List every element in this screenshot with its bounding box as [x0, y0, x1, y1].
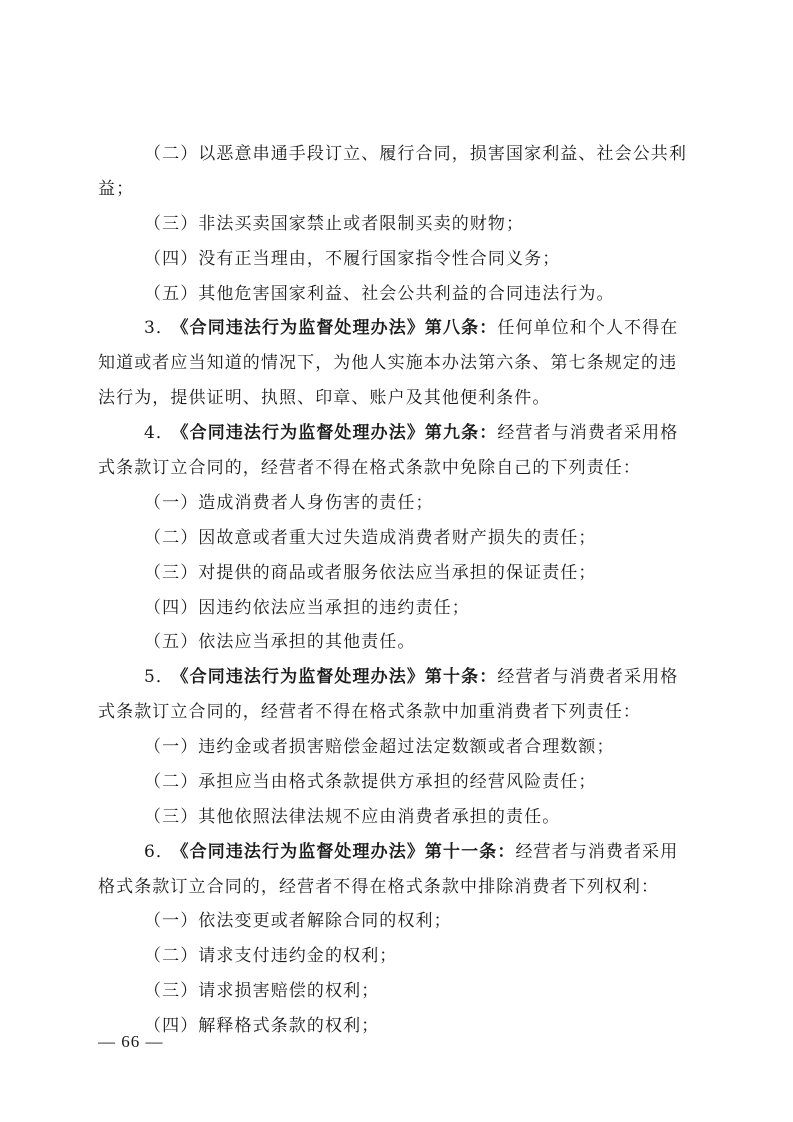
- body-line: （三）非法买卖国家禁止或者限制买卖的财物；: [144, 214, 525, 234]
- article-number: 5．: [144, 667, 175, 687]
- body-line: 益；: [98, 179, 135, 199]
- body-line: （三）对提供的商品或者服务依法应当承担的保证责任；: [144, 563, 597, 583]
- body-line: （三）其他依照法律法规不应由消费者承担的责任。: [144, 807, 561, 827]
- body-line: 式条款订立合同的，经营者不得在格式条款中加重消费者下列责任：: [98, 702, 641, 722]
- body-line: 格式条款订立合同的，经营者不得在格式条款中排除消费者下列权利：: [98, 877, 660, 897]
- body-line: 式条款订立合同的，经营者不得在格式条款中免除自己的下列责任：: [98, 458, 641, 478]
- article-title: 《合同违法行为监督处理办法》第十一条：: [180, 842, 516, 862]
- body-line: （二）承担应当由格式条款提供方承担的经营风险责任；: [144, 772, 597, 792]
- article-title: 《合同违法行为监督处理办法》第九条：: [180, 423, 498, 443]
- article-heading-line: 4． 《合同违法行为监督处理办法》第九条：经营者与消费者采用格: [144, 423, 679, 443]
- body-line: （一）造成消费者人身伤害的责任；: [144, 493, 434, 513]
- body-line: （四）解释格式条款的权利；: [144, 1016, 380, 1036]
- article-title: 《合同违法行为监督处理办法》第八条：: [180, 318, 498, 338]
- body-line: （一）违约金或者损害赔偿金超过法定数额或者合理数额；: [144, 737, 615, 757]
- body-line: （二）以恶意串通手段订立、履行合同，损害国家利益、社会公共利: [144, 144, 687, 164]
- article-number: 3．: [144, 318, 175, 338]
- page-number: — 66 —: [98, 1032, 164, 1051]
- body-line: （二）请求支付违约金的权利；: [144, 946, 398, 966]
- article-heading-line: 3． 《合同违法行为监督处理办法》第八条：任何单位和个人不得在: [144, 318, 679, 338]
- article-heading-line: 5． 《合同违法行为监督处理办法》第十条：经营者与消费者采用格: [144, 667, 679, 687]
- body-line: （三）请求损害赔偿的权利；: [144, 981, 380, 1001]
- body-line: （二）因故意或者重大过失造成消费者财产损失的责任；: [144, 528, 597, 548]
- article-title: 《合同违法行为监督处理办法》第十条：: [180, 667, 498, 687]
- body-line: （一）依法变更或者解除合同的权利；: [144, 911, 452, 931]
- body-line: 知道或者应当知道的情况下，为他人实施本办法第六条、第七条规定的违: [98, 353, 678, 373]
- article-number: 6．: [144, 842, 175, 862]
- body-line: （四）没有正当理由，不履行国家指令性合同义务；: [144, 249, 561, 269]
- body-line: （五）其他危害国家利益、社会公共利益的合同违法行为。: [144, 284, 615, 304]
- article-number: 4．: [144, 423, 175, 443]
- body-line: （五）依法应当承担的其他责任。: [144, 632, 416, 652]
- body-line: （四）因违约依法应当承担的违约责任；: [144, 598, 470, 618]
- article-heading-line: 6． 《合同违法行为监督处理办法》第十一条：经营者与消费者采用: [144, 842, 679, 862]
- body-line: 法行为，提供证明、执照、印章、账户及其他便利条件。: [98, 388, 551, 408]
